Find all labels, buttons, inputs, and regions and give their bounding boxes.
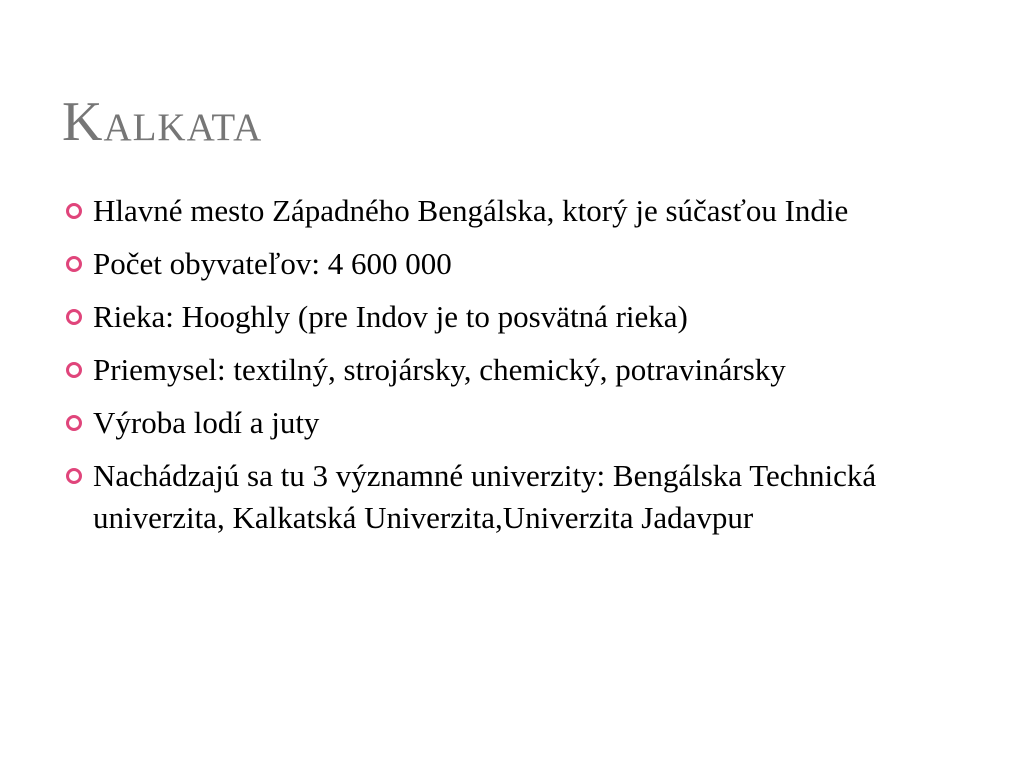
bullet-text: Hlavné mesto Západného Bengálska, ktorý je súčasťou Indie [93,193,849,228]
bullet-text: Rieka: Hooghly (pre Indov je to posvätná rieka) [93,299,688,334]
slide-title: Kalkata [62,91,263,153]
bullet-text: Počet obyvateľov: 4 600 000 [93,246,452,281]
circle-bullet-icon [66,362,82,378]
bullet-text: Nachádzajú sa tu 3 významné univerzity: Bengálska Technická univerzita, Kalkatská Univerzita,Univerzita Jadavpur [93,458,877,535]
bullet-item [66,296,946,338]
circle-bullet-icon [66,203,82,219]
bullet-text: Výroba lodí a juty [93,405,320,440]
bullet-item [66,402,946,444]
bullet-text: Priemysel: textilný, strojársky, chemický, potravinársky [93,352,786,387]
bullet-list [66,190,946,550]
bullet-item [66,455,946,539]
circle-bullet-icon [66,256,82,272]
circle-bullet-icon [66,415,82,431]
circle-bullet-icon [66,309,82,325]
bullet-item [66,243,946,285]
circle-bullet-icon [66,468,82,484]
bullet-item [66,349,946,391]
bullet-item [66,190,946,232]
